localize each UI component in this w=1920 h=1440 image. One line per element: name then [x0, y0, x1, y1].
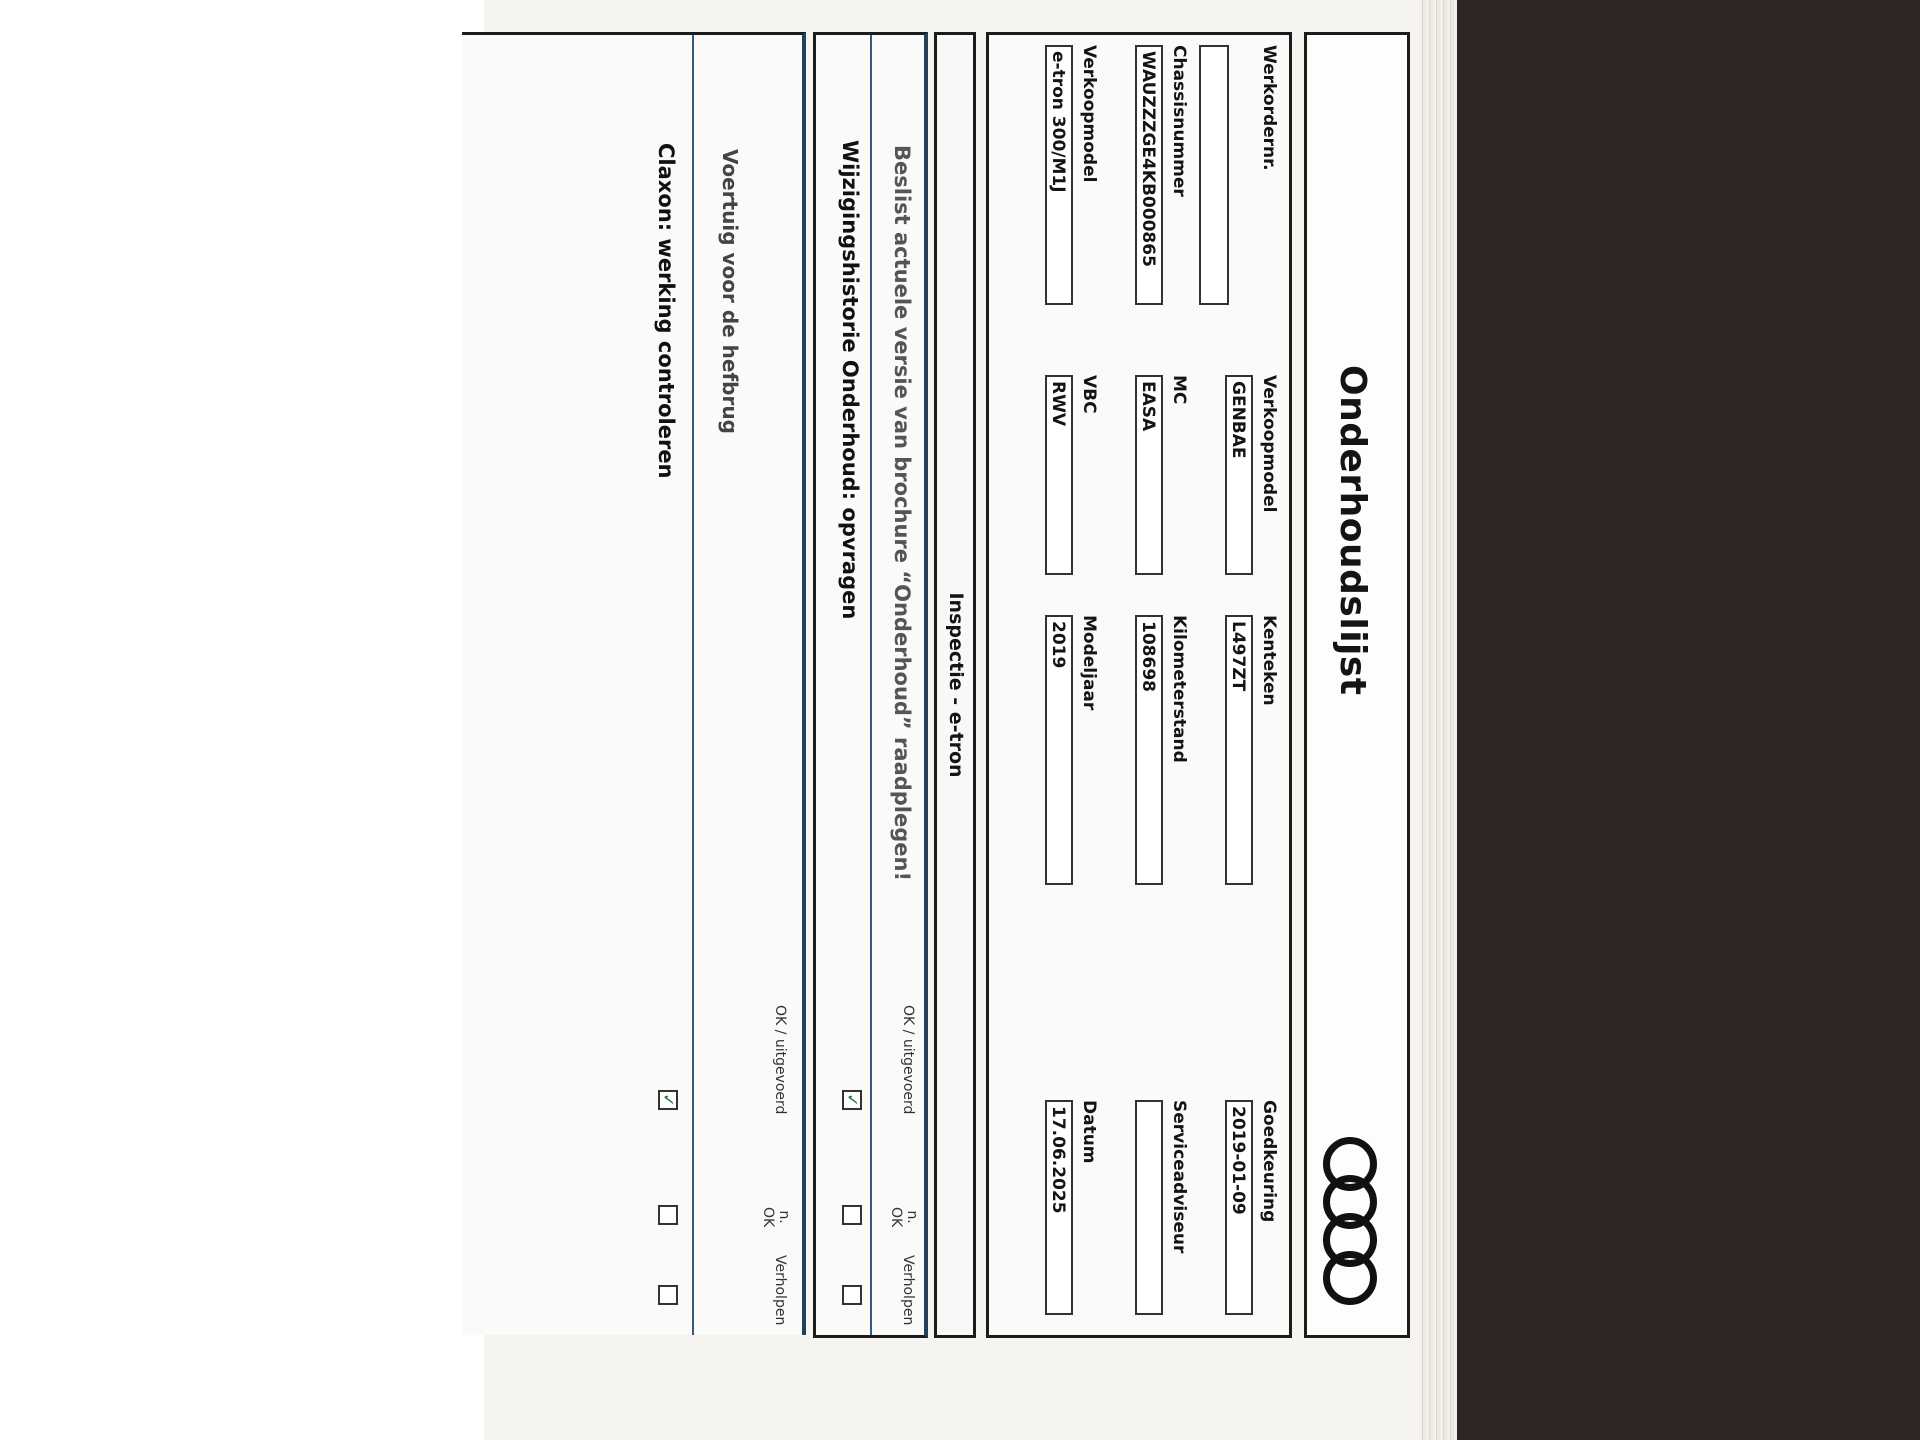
werkordernr-value	[1199, 45, 1229, 305]
nok-column-header	[888, 1207, 920, 1227]
vbc-value: RWV	[1045, 375, 1073, 575]
mc-field	[1135, 375, 1189, 575]
document-title: Onderhoudslijst	[1332, 365, 1373, 696]
verkoopmodel-label: Verkoopmodel	[1079, 45, 1099, 183]
nok-header-bottom: OK	[888, 1207, 904, 1228]
nok-column-header	[760, 1207, 792, 1227]
section-title: Inspectie - e-tron	[934, 32, 976, 1338]
audi-rings-logo	[1323, 1137, 1377, 1305]
row-divider	[692, 35, 694, 1335]
nok-checkbox[interactable]	[658, 1205, 678, 1225]
nok-header-top: n.	[776, 1210, 792, 1224]
verkoopmodel-value: e-tron 300/M1J	[1045, 45, 1073, 305]
serviceadviseur-field	[1135, 1100, 1189, 1315]
ok-column-header: OK / uitgevoerd	[900, 1005, 916, 1115]
voertuig-text: Voertuig voor de hefbrug	[718, 149, 742, 434]
kenteken-field	[1225, 615, 1279, 885]
vbc-field	[1045, 375, 1099, 575]
kenteken-label: Kenteken	[1259, 615, 1279, 706]
goedkeuring-label: Goedkeuring	[1259, 1100, 1279, 1223]
datum-value: 17.06.2025	[1045, 1100, 1073, 1315]
chassis-value: WAUZZZGE4KB000865	[1135, 45, 1163, 305]
nok-header-top: n.	[904, 1210, 920, 1224]
chassis-label: Chassisnummer	[1169, 45, 1189, 197]
mc-label: MC	[1169, 375, 1189, 405]
inspection-list-box	[462, 32, 806, 1335]
serviceadviseur-label: Serviceadviseur	[1169, 1100, 1189, 1254]
goedkeuring-field	[1225, 1100, 1279, 1315]
verholpen-column-header: Verholpen	[900, 1255, 916, 1326]
verholpen-column-header: Verholpen	[772, 1255, 788, 1326]
rotated-document	[484, 0, 1420, 1440]
ok-column-header: OK / uitgevoerd	[772, 1005, 788, 1115]
kilometerstand-value: 108698	[1135, 615, 1163, 885]
datum-label: Datum	[1079, 1100, 1099, 1164]
verkoopmodel-code-value: GENBAE	[1225, 375, 1253, 575]
row-divider	[870, 35, 872, 1335]
modeljaar-label: Modeljaar	[1079, 615, 1099, 711]
kilometerstand-field	[1135, 615, 1189, 885]
table-surface	[1448, 0, 1920, 1440]
modeljaar-value: 2019	[1045, 615, 1073, 885]
verkoopmodel-field	[1045, 45, 1099, 305]
claxon-text: Claxon: werking controleren	[654, 143, 678, 479]
serviceadviseur-value	[1135, 1100, 1163, 1315]
nok-header-bottom: OK	[760, 1207, 776, 1228]
chassis-field	[1135, 45, 1189, 305]
ring-icon	[1323, 1251, 1377, 1305]
wijzigingshistorie-text: Wijzigingshistorie Onderhoud: opvragen	[838, 140, 862, 620]
modeljaar-field	[1045, 615, 1099, 885]
ok-checkbox[interactable]: ✓	[658, 1090, 678, 1110]
beslist-box	[813, 32, 928, 1338]
verkoopmodel-code-label: Verkoopmodel	[1259, 375, 1279, 513]
verkoopmodel-code-field	[1225, 375, 1279, 575]
nok-checkbox[interactable]	[842, 1205, 862, 1225]
verholpen-checkbox[interactable]	[842, 1285, 862, 1305]
kenteken-value: L497ZT	[1225, 615, 1253, 885]
header-box	[1304, 32, 1410, 1338]
vbc-label: VBC	[1079, 375, 1099, 414]
mc-value: EASA	[1135, 375, 1163, 575]
ok-checkbox[interactable]: ✓	[842, 1090, 862, 1110]
document-page	[484, 0, 1420, 1440]
werkordernr-field	[1199, 45, 1279, 305]
vehicle-info-box	[986, 32, 1292, 1338]
kilometerstand-label: Kilometerstand	[1169, 615, 1189, 763]
werkordernr-label: Werkordernr.	[1259, 45, 1279, 171]
datum-field	[1045, 1100, 1099, 1315]
beslist-text: Beslist actuele versie van brochure “Onderhoud” raadplegen!	[890, 145, 914, 882]
goedkeuring-value: 2019-01-09	[1225, 1100, 1253, 1315]
verholpen-checkbox[interactable]	[658, 1285, 678, 1305]
